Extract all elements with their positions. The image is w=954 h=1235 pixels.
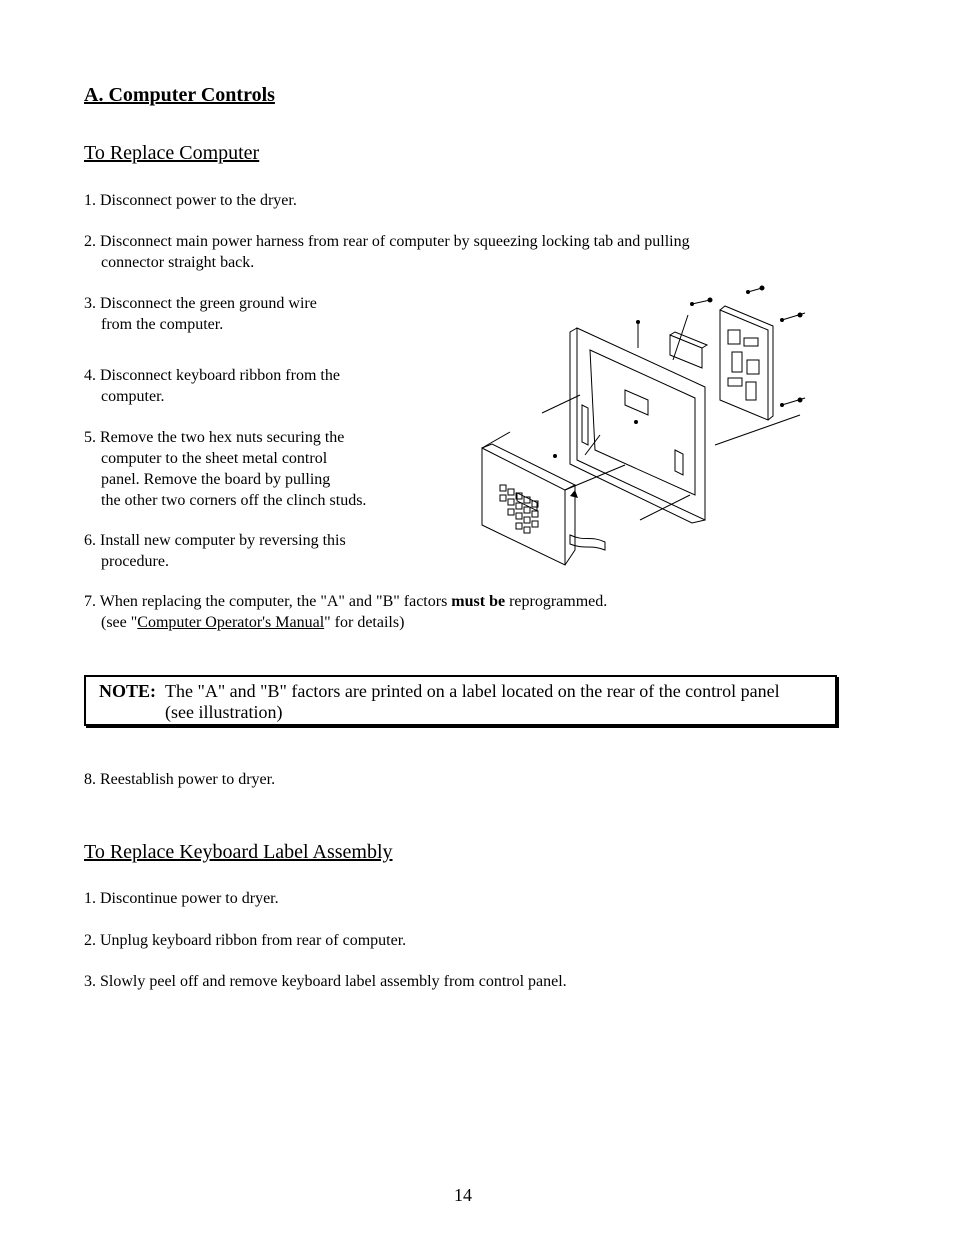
- step-2: [84, 231, 690, 273]
- page-number: 14: [454, 1185, 472, 1205]
- note-box: [84, 675, 837, 726]
- step-7: [84, 591, 607, 633]
- step-7-ref-prefix: (see ": [101, 614, 138, 631]
- step-3-line-2: from the computer.: [101, 316, 224, 333]
- note-text-line-2: (see illustration): [165, 702, 283, 722]
- step-6-line-1: 6. Install new computer by reversing this: [84, 532, 346, 549]
- step-2-line-2: connector straight back.: [101, 254, 255, 271]
- keyboard-step-3-text: 3. Slowly peel off and remove keyboard label assembly from control panel.: [84, 973, 567, 990]
- step-7-line-1: [84, 593, 607, 610]
- keyboard-step-3: [84, 971, 567, 992]
- keyboard-step-1-text: 1. Discontinue power to dryer.: [84, 890, 279, 907]
- step-7-emphasis: must be: [451, 593, 506, 610]
- note-text: [165, 681, 825, 723]
- section-title: A. Computer Controls: [84, 84, 275, 106]
- board-components: [728, 330, 759, 400]
- step-3-line-1: 3. Disconnect the green ground wire: [84, 295, 317, 312]
- step-3: [84, 293, 317, 335]
- subsection-title-replace-computer: To Replace Computer: [84, 142, 260, 164]
- keyboard-step-1: [84, 888, 279, 909]
- step-4: [84, 365, 340, 407]
- step-7-line-2: [84, 612, 607, 633]
- step-5-line-1: 5. Remove the two hex nuts securing the: [84, 429, 345, 446]
- step-5-line-4: the other two corners off the clinch studs.: [101, 492, 367, 509]
- note-label: NOTE:: [99, 681, 157, 701]
- step-5-line-2: computer to the sheet metal control: [101, 450, 328, 467]
- step-5-line-3: panel. Remove the board by pulling: [101, 471, 331, 488]
- step-5: [84, 427, 366, 511]
- step-7-ref-suffix: " for details): [324, 614, 405, 631]
- step-4-line-2: computer.: [101, 388, 165, 405]
- exploded-view-illustration: [470, 280, 820, 580]
- manual-reference: Computer Operator's Manual: [137, 614, 325, 631]
- step-2-line-1: 2. Disconnect main power harness from rear of computer by squeezing locking tab and pulling: [84, 233, 690, 250]
- step-7-text-b: reprogrammed.: [505, 593, 608, 610]
- step-8: [84, 769, 275, 790]
- step-4-line-1: 4. Disconnect keyboard ribbon from the: [84, 367, 340, 384]
- subsection-title-replace-keyboard: To Replace Keyboard Label Assembly: [84, 841, 393, 863]
- computer-board: [720, 310, 768, 420]
- step-6: [84, 530, 346, 572]
- step-8-text: 8. Reestablish power to dryer.: [84, 771, 276, 788]
- keyboard-step-2: [84, 930, 406, 951]
- note-text-line-1: The "A" and "B" factors are printed on a label located on the rear of the control panel: [165, 681, 780, 701]
- step-1: [84, 190, 297, 211]
- keyboard-step-2-text: 2. Unplug keyboard ribbon from rear of computer.: [84, 932, 407, 949]
- mounting-bracket: [670, 335, 702, 368]
- step-6-line-2: procedure.: [101, 553, 169, 570]
- step-7-text-a: 7. When replacing the computer, the "A" and "B" factors: [84, 593, 452, 610]
- keypad-grid: [500, 485, 538, 533]
- step-1-text: 1. Disconnect power to the dryer.: [84, 192, 297, 209]
